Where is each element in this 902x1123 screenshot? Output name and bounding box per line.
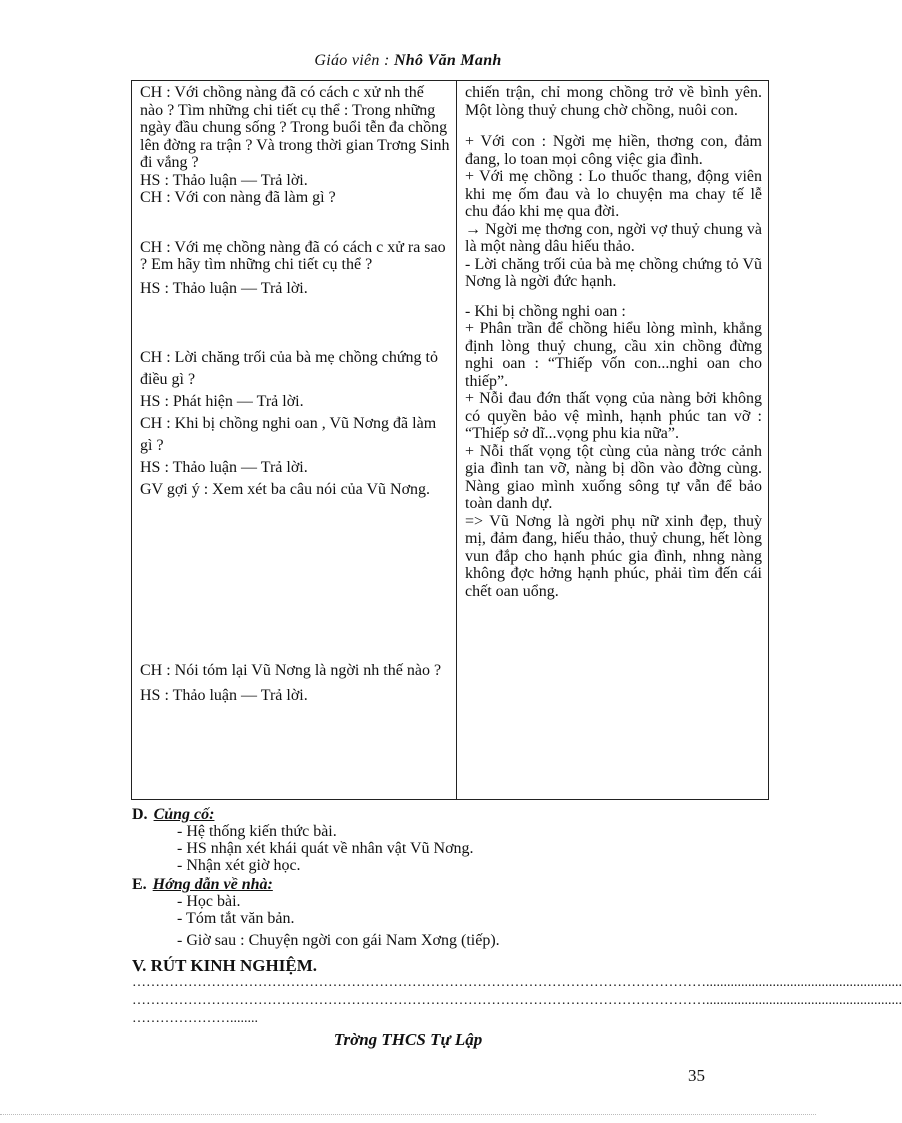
table-row [132, 81, 769, 800]
answer-note: HS : Phát hiện — Trả lời. [140, 393, 304, 410]
answer-note: HS : Thảo luận — Trả lời. [140, 459, 308, 476]
arrow-icon: → [465, 220, 481, 238]
section-e-letter: E. [132, 876, 147, 893]
content-column [457, 81, 769, 800]
content-text: + Phân trần để chồng hiểu lòng mình, khẳng định lòng thuỷ chung, cầu xin chồng đừng nghi oan : “Thiếp vốn con...nghi oan cho thiếp”. [465, 320, 762, 390]
content-text: - Lời chăng trối của bà mẹ chồng chứng tỏ Vũ Nơng là ngời đức hạnh. [465, 255, 762, 290]
section-v-title: V. RÚT KINH NGHIỆM. [132, 956, 317, 975]
page-header [0, 52, 816, 70]
list-item: - Tóm tắt văn bản. [177, 910, 295, 927]
header-prefix: Giáo viên : [314, 52, 394, 69]
page-bottom-rule [0, 1114, 816, 1115]
list-item: - Hệ thống kiến thức bài. [177, 823, 337, 840]
section-d-letter: D. [132, 806, 148, 823]
section-d-heading [132, 806, 474, 823]
questions-column [132, 81, 457, 800]
answer-note: HS : Thảo luận — Trả lời. [140, 279, 308, 297]
dotted-line: ……………………………………………………………………………………………………………........................................................ [132, 975, 902, 990]
list-item: - Giờ sau : Chuyện ngời con gái Nam Xơng (tiếp). [177, 932, 500, 949]
answer-note: HS : Thảo luận — Trả lời. [140, 171, 308, 189]
teacher-hint: GV gợi ý : Xem xét ba câu nói của Vũ Nơng. [140, 481, 431, 498]
teacher-name: Nhô Văn Manh [393, 52, 502, 69]
school-footer: Trờng THCS Tự Lập [333, 1030, 483, 1049]
content-text: + Nỗi thất vọng tột cùng của nàng trớc cảnh gia đình tan vỡ, nàng bị dồn vào đờng cùng. Nàng giao mình xuống sông tự vẫn để bảo toàn danh dự. [465, 442, 762, 512]
page-number: 35 [688, 1066, 705, 1085]
question-text: CH : Với mẹ chồng nàng đã có cách c xử ra sao ? Em hãy tìm những chi tiết cụ thể ? [140, 238, 446, 273]
content-text: => Vũ Nơng là ngời phụ nữ xinh đẹp, thuỳ mị, đảm đang, hiếu thảo, thuỷ chung, hết lòng vun đắp cho hạnh phúc gia đình, nhng nàng không đợc hởng hạnh phúc, phải tìm đến cái chết oan uổng. [465, 512, 762, 600]
section-e [132, 876, 500, 949]
section-d-title: Củng cố: [153, 806, 215, 823]
list-item: - HS nhận xét khái quát về nhân vật Vũ Nơng. [177, 840, 474, 857]
list-item: - Học bài. [177, 893, 241, 910]
lesson-table [131, 80, 769, 800]
content-text [465, 221, 762, 256]
section-d [132, 806, 474, 874]
content-text: + Với con : Ngời mẹ hiền, thơng con, đảm đang, lo toan mọi công việc gia đình. [465, 133, 762, 168]
list-item: - Nhận xét giờ học. [177, 857, 301, 874]
dotted-line: ……………………………………………………………………………………………………………........................................................ [132, 993, 902, 1008]
answer-note: HS : Thảo luận — Trả lời. [140, 687, 308, 704]
content-text: - Khi bị chồng nghi oan : [465, 302, 626, 320]
question-text: CH : Lời chăng trối của bà mẹ chồng chứng tỏ điều gì ? [140, 349, 438, 388]
question-text: CH : Với con nàng đã làm gì ? [140, 189, 336, 206]
question-text: CH : Với chồng nàng đã có cách c xử nh thế nào ? Tìm những chi tiết cụ thể : Trong những ngày đầu chung sống ? Trong buổi tễn đa chồng lên đờng ra trận ? Và trong thời gian Trơng Sinh đi vắng ? [140, 84, 450, 171]
section-e-title: Hớng dẫn về nhà: [152, 876, 273, 893]
dotted-line: …………………........ [132, 1011, 258, 1026]
question-text: CH : Nói tóm lại Vũ Nơng là ngời nh thế nào ? [140, 662, 442, 679]
content-text: + Với mẹ chồng : Lo thuốc thang, động viên khi mẹ ốm đau và lo chuyện ma chay tế lễ chu đáo khi mẹ qua đời. [465, 168, 762, 220]
content-text: + Nỗi đau đớn thất vọng của nàng bởi không có quyền bảo vệ mình, hạnh phúc tan vỡ : “Thiếp sở dĩ...vọng phu kia nữa”. [465, 390, 762, 442]
question-text: CH : Khi bị chồng nghi oan , Vũ Nơng đã làm gì ? [140, 415, 437, 454]
section-e-heading [132, 876, 500, 893]
content-text: chiến trận, chỉ mong chồng trở về bình yên. Một lòng thuỷ chung chờ chồng, nuôi con. [465, 84, 762, 119]
conclusion-text: Ngời mẹ thơng con, ngời vợ thuỷ chung và là một nàng dâu hiếu thảo. [465, 220, 763, 255]
